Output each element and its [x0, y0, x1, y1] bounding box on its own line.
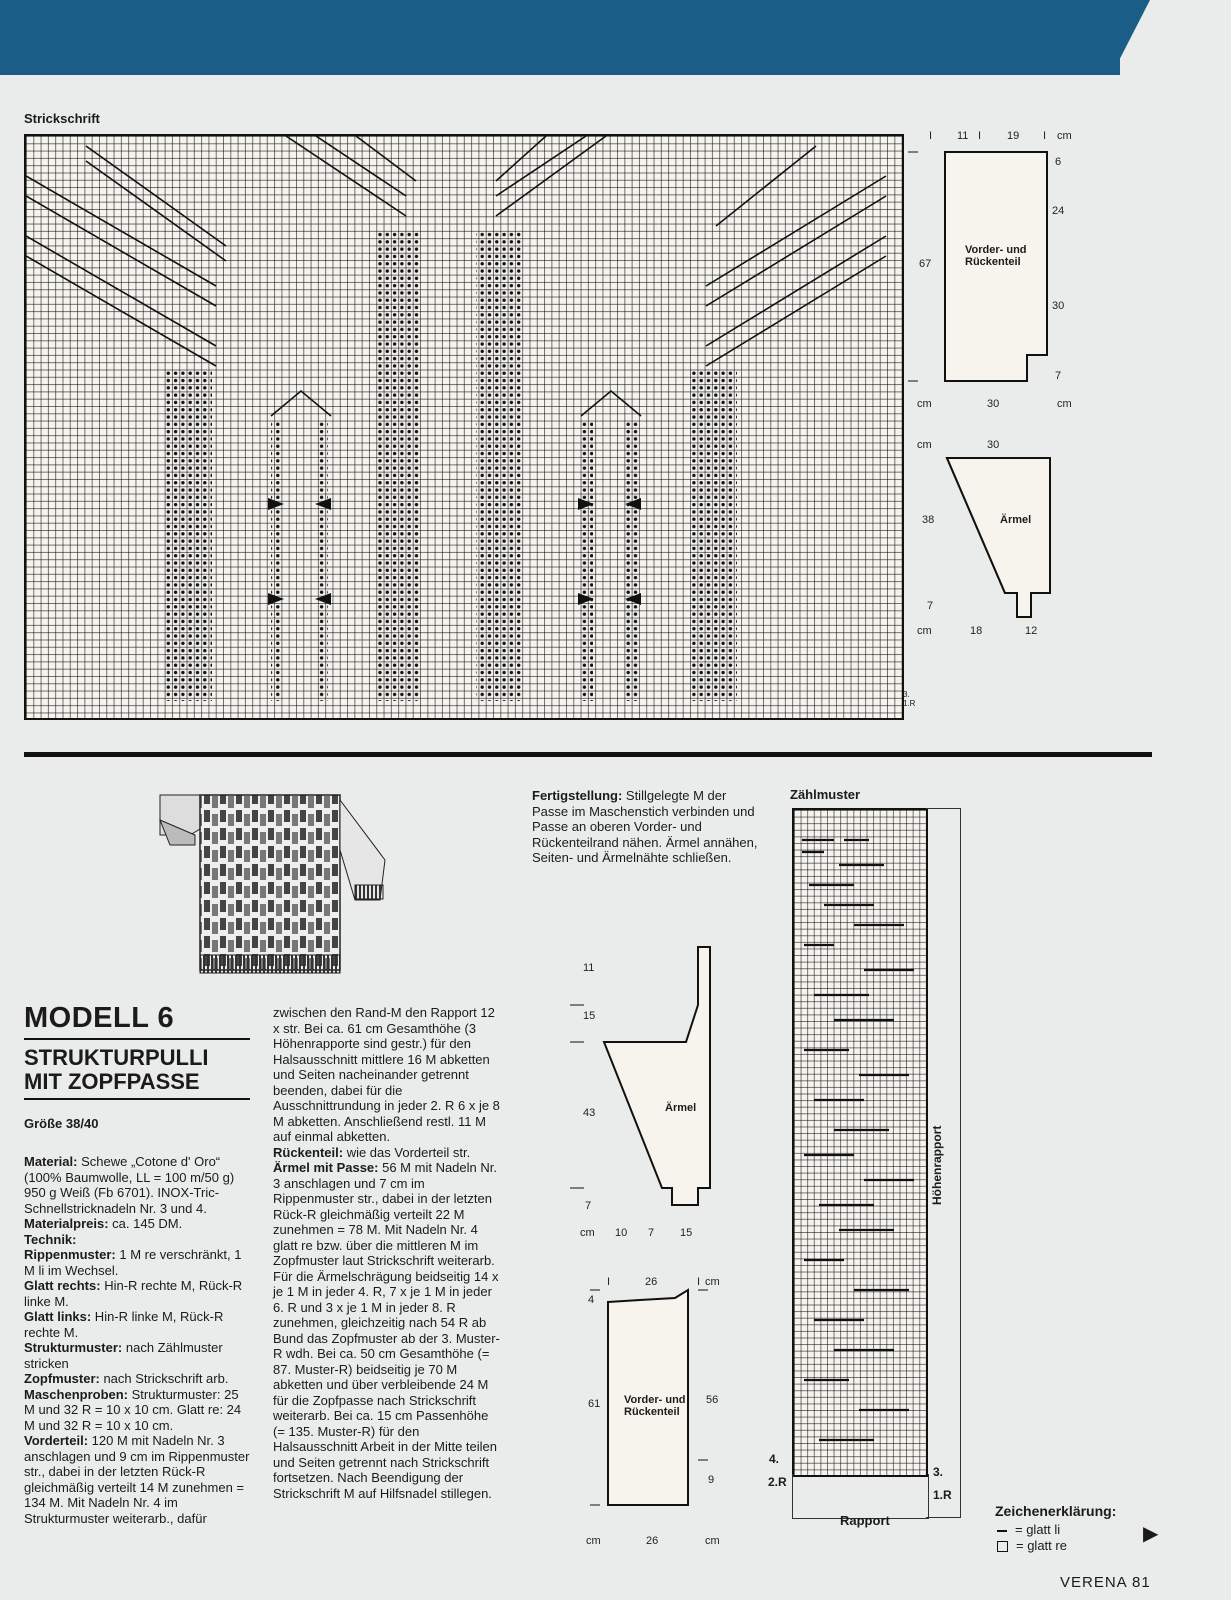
diagonal-band — [496, 136, 606, 216]
diagonal-band — [26, 176, 216, 366]
row-label: 4. — [769, 1452, 780, 1466]
paragraph-heading: Glatt rechts: — [24, 1278, 101, 1293]
dim-label: 9 — [708, 1474, 715, 1486]
modell-size: Größe 38/40 — [24, 1116, 99, 1131]
dim-label: cm — [705, 1276, 720, 1288]
dim-label: 6 — [1055, 156, 1062, 168]
schema-aermel-top — [905, 440, 1065, 625]
paragraph-text: zwischen den Rand-M den Rapport 12 x str. Bei ca. 61 cm Gesamthöhe (3 Höhenrapporte sind gestr.) für den Halsausschnitt mittlere 16 M abketten und Seiten nacheinander getrennt beenden, dabei für die Ausschnittrundung in jeder 2. R 6 x je 8 M abketten. Anschließend restl. 11 M auf einmal abketten. — [273, 1005, 500, 1144]
rapport-label: Rapport — [840, 1513, 890, 1528]
paragraph — [273, 1005, 500, 1144]
legend-item: = glatt li — [997, 1522, 1060, 1537]
dim-label: I — [929, 130, 933, 142]
cable-column — [626, 421, 638, 701]
dim-label: 19 — [1007, 130, 1020, 142]
header-band — [0, 0, 1120, 75]
dim-label: 56 — [706, 1394, 719, 1406]
square-symbol-icon — [997, 1541, 1008, 1552]
paragraph — [273, 1160, 500, 1501]
dim-label: I — [697, 1276, 701, 1288]
paragraph-heading: Fertigstellung: — [532, 788, 623, 803]
dim-label: 11 — [957, 130, 969, 142]
heading-rule — [24, 1098, 250, 1100]
dash-symbol-icon — [997, 1530, 1007, 1532]
row-label: 1.R — [933, 1488, 952, 1502]
cable-column — [376, 231, 422, 701]
dim-label: cm — [917, 625, 932, 637]
schema-label: Ärmel — [665, 1102, 697, 1114]
dim-label: cm — [1057, 398, 1072, 410]
legend-title: Zeichenerklärung: — [995, 1503, 1117, 1519]
dim-label: 15 — [680, 1227, 693, 1239]
row-label: 3. 1.R — [903, 690, 916, 708]
dim-label: I — [607, 1276, 611, 1288]
dim-label: cm — [586, 1535, 601, 1547]
paragraph-text: Hin-R linke M, Rück-R rechte M. — [24, 1309, 224, 1340]
paragraph-heading: Zopfmuster: — [24, 1371, 100, 1386]
paragraph-text: Strukturmuster: 25 M und 32 R = 10 x 10 cm. Glatt re: 24 M und 32 R = 10 x 10 cm. — [24, 1386, 242, 1433]
modell-number: MODELL 6 — [24, 1002, 175, 1034]
dim-label: 15 — [583, 1010, 596, 1022]
schema-label: Vorder- und Rückenteil — [965, 244, 1027, 268]
paragraph — [24, 1340, 223, 1371]
row-label: 3. — [933, 1465, 944, 1479]
dim-label: 7 — [648, 1227, 655, 1239]
dim-label: 38 — [922, 514, 935, 526]
diagonal-band — [286, 136, 416, 216]
cable-top — [271, 391, 641, 416]
dim-label: cm — [705, 1535, 720, 1547]
paragraph-text: nach Zählmuster stricken — [24, 1340, 223, 1371]
schema-aermel-bottom — [570, 940, 720, 1240]
paragraph-heading: Materialpreis: — [24, 1216, 109, 1231]
paragraph-text: 1 M re verschränkt, 1 M li im Wechsel. — [24, 1247, 242, 1278]
cable-column — [476, 231, 522, 701]
dim-label: cm — [580, 1227, 595, 1239]
row-label: 2.R — [768, 1475, 787, 1489]
paragraph-text: ca. 145 DM. — [108, 1216, 183, 1231]
sweater-illustration — [155, 790, 395, 985]
dim-label: 30 — [987, 439, 1000, 451]
dim-label: 11 — [583, 962, 595, 974]
dim-label: 7 — [1055, 370, 1062, 382]
dim-label: cm — [917, 439, 932, 451]
dim-label: 18 — [970, 625, 983, 637]
section-divider — [24, 752, 1152, 757]
cable-column — [581, 421, 593, 701]
paragraph-heading: Glatt links: — [24, 1309, 92, 1324]
schema-label: Vorder- und Rückenteil — [624, 1394, 686, 1418]
dim-label: I — [1043, 130, 1047, 142]
paragraph-text: 120 M mit Nadeln Nr. 3 anschlagen und 9 cm im Rippenmuster str., dabei in der letzten Rück-R gleichmäßig verteilt 14 M zunehmen = 134 M. Mit Nadeln Nr. 4 im Strukturmuster weiterarb., dafür — [24, 1433, 250, 1526]
dim-label: 26 — [646, 1535, 659, 1547]
paragraph-heading: Material: — [24, 1154, 78, 1169]
paragraph-heading: Ärmel mit Passe: — [273, 1160, 379, 1175]
cable-column — [316, 421, 328, 701]
dim-label: 4 — [588, 1294, 595, 1306]
heading-rule — [24, 1038, 250, 1040]
dim-label: 30 — [1052, 300, 1065, 312]
schema-vorder-top — [905, 125, 1065, 415]
paragraph — [24, 1247, 241, 1278]
strickschrift-title: Strickschrift — [24, 111, 100, 126]
paragraph-heading: Vorderteil: — [24, 1433, 89, 1448]
dim-label: I — [978, 130, 982, 142]
dim-label: 43 — [583, 1107, 596, 1119]
next-arrow-icon: ▶ — [1143, 1523, 1159, 1545]
paragraph-text: Hin-R rechte M, Rück-R linke M. — [24, 1278, 243, 1309]
dim-label: 61 — [588, 1398, 601, 1410]
paragraph-heading: Rippenmuster: — [24, 1247, 116, 1262]
dim-label: 30 — [987, 398, 1000, 410]
paragraph-heading: Technik: — [24, 1231, 77, 1247]
header-band-corner — [1080, 0, 1150, 75]
cable-column — [691, 371, 737, 701]
dim-label: 7 — [585, 1200, 592, 1212]
instructions-column-1 — [24, 1154, 252, 1526]
paragraph — [273, 1145, 470, 1160]
hoehenrapport-label: Höhenrapport — [930, 1125, 944, 1205]
fertigstellung-text — [532, 788, 760, 866]
paragraph — [24, 1232, 77, 1247]
dim-label: 10 — [615, 1227, 628, 1239]
dim-label: cm — [1057, 130, 1072, 142]
dim-label: 26 — [645, 1276, 658, 1288]
schema-label: Ärmel — [1000, 514, 1032, 526]
dim-label: 12 — [1025, 625, 1038, 637]
diagonal-band — [716, 146, 816, 226]
paragraph — [24, 1309, 223, 1340]
paragraph-text: nach Strickschrift arb. — [99, 1371, 229, 1386]
paragraph — [24, 1278, 242, 1309]
legend-item: = glatt re — [997, 1538, 1067, 1553]
dim-label: 24 — [1052, 205, 1065, 217]
strickschrift-chart — [24, 134, 904, 720]
paragraph-text: Schewe „Cotone d' Oro“ (100% Baumwolle, LL = 100 m/50 g) 950 g Weiß (Fb 6701). INOX-Tric-Schnellstricknadeln Nr. 3 und 4. — [24, 1154, 235, 1216]
zaehlmuster-chart — [792, 808, 928, 1477]
cable-column — [166, 371, 212, 701]
diagonal-band — [706, 176, 886, 366]
paragraph — [24, 1371, 228, 1386]
paragraph — [24, 1433, 249, 1526]
paragraph-heading: Maschenproben: — [24, 1386, 129, 1402]
instructions-column-2 — [273, 1005, 501, 1501]
paragraph-heading: Rückenteil: — [273, 1144, 344, 1160]
dim-label: 7 — [927, 600, 934, 612]
paragraph-text: 56 M mit Nadeln Nr. 3 anschlagen und 7 cm im Rippenmuster str., dabei in der letzten Rück-R gleichmäßig verteilt 22 M zunehmen = 78 M. Mit Nadeln Nr. 4 glatt re bzw. über die mittleren M im Zopfmuster laut Strickschrift weiterarb. Für die Ärmelschrägung beidseitig 14 x je 1 M in jeder 4. R, 7 x je 1 M in jeder 6. R und 3 x je 1 M in jeder 8. R zunehmen, gleichzeitig nach 54 R ab Bund das Zopfmuster ab der 3. Muster-R wdh. Bei ca. 50 cm Gesamthöhe (= 87. Muster-R) beidseitig je 70 M abketten und über verbleibende 24 M für die Zopfpasse nach Strickschrift weiterarb. Bei ca. 15 cm Passenhöhe (= 135. Muster-R) für den Halsausschnitt Arbeit in der Mitte teilen und Seiten getrennt nach Strickschrift fortsetzen. Nach Beendigung der Strickschrift M auf Hilfsnadel stillegen. — [273, 1160, 500, 1501]
paragraph-heading: Strukturmuster: — [24, 1340, 123, 1355]
paragraph — [24, 1216, 182, 1231]
modell-title: STRUKTURPULLI MIT ZOPFPASSE — [24, 1045, 209, 1094]
dim-label: cm — [917, 398, 932, 410]
zaehlmuster-pattern — [794, 810, 926, 1475]
paragraph-text: Stillgelegte M der Passe im Maschenstich verbinden und Passe an oberen Vorder- und Rückenteilrand nähen. Ärmel annähen, Seiten- und Ärmelnähte schließen. — [532, 788, 758, 865]
footer: VERENA 81 — [1060, 1574, 1151, 1591]
paragraph — [24, 1387, 241, 1433]
cable-column — [271, 421, 283, 701]
paragraph — [24, 1154, 234, 1216]
strickschrift-pattern — [26, 136, 902, 718]
dim-label: 67 — [919, 258, 932, 270]
zaehlmuster-title: Zählmuster — [790, 787, 861, 802]
paragraph-text: wie das Vorderteil str. — [343, 1144, 471, 1160]
